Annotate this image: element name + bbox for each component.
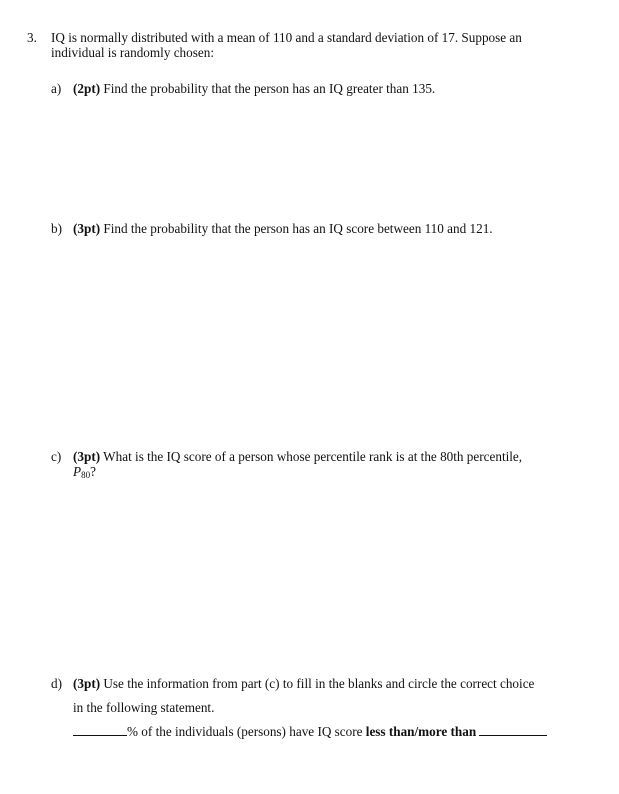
score-blank[interactable] [479, 724, 547, 736]
part-a-text: Find the probability that the person has an IQ greater than 135. [103, 81, 436, 96]
part-d-text: Use the information from part (c) to fill in the blanks and circle the correct choice [103, 676, 535, 691]
percentile-symbol: P [73, 464, 82, 479]
statement-middle-text: % of the individuals (persons) have IQ score [127, 724, 366, 739]
part-c-points: (3pt) [73, 449, 101, 464]
question-stem [51, 30, 522, 60]
part-c [51, 449, 522, 483]
part-c-line-1 [51, 449, 522, 464]
comparison-choice[interactable]: less than/more than [365, 724, 477, 739]
part-c-letter: c) [51, 449, 62, 464]
part-d-statement [51, 720, 547, 744]
percentile-question-mark: ? [90, 464, 96, 479]
part-c-text: What is the IQ score of a person whose percentile rank is at the 80th percentile, [103, 449, 523, 464]
part-d [51, 672, 547, 744]
part-d-letter: d) [51, 676, 62, 691]
part-a-points: (2pt) [73, 81, 101, 96]
part-d-points: (3pt) [73, 676, 101, 691]
question-stem-line-1: IQ is normally distributed with a mean of 110 and a standard deviation of 17. Suppose an [51, 30, 522, 45]
part-a-letter: a) [51, 81, 62, 96]
part-d-line-1 [51, 672, 547, 696]
part-c-line-2 [51, 464, 522, 483]
percentile-subscript: 80 [81, 470, 91, 480]
percent-blank[interactable] [73, 724, 127, 736]
part-d-line-2: in the following statement. [73, 700, 215, 715]
part-b-text: Find the probability that the person has an IQ score between 110 and 121. [103, 221, 493, 236]
part-a [51, 81, 435, 96]
part-b [51, 221, 493, 236]
part-b-letter: b) [51, 221, 62, 236]
part-b-points: (3pt) [73, 221, 101, 236]
question-stem-line-2: individual is randomly chosen: [51, 45, 214, 60]
question-number: 3. [27, 30, 37, 45]
